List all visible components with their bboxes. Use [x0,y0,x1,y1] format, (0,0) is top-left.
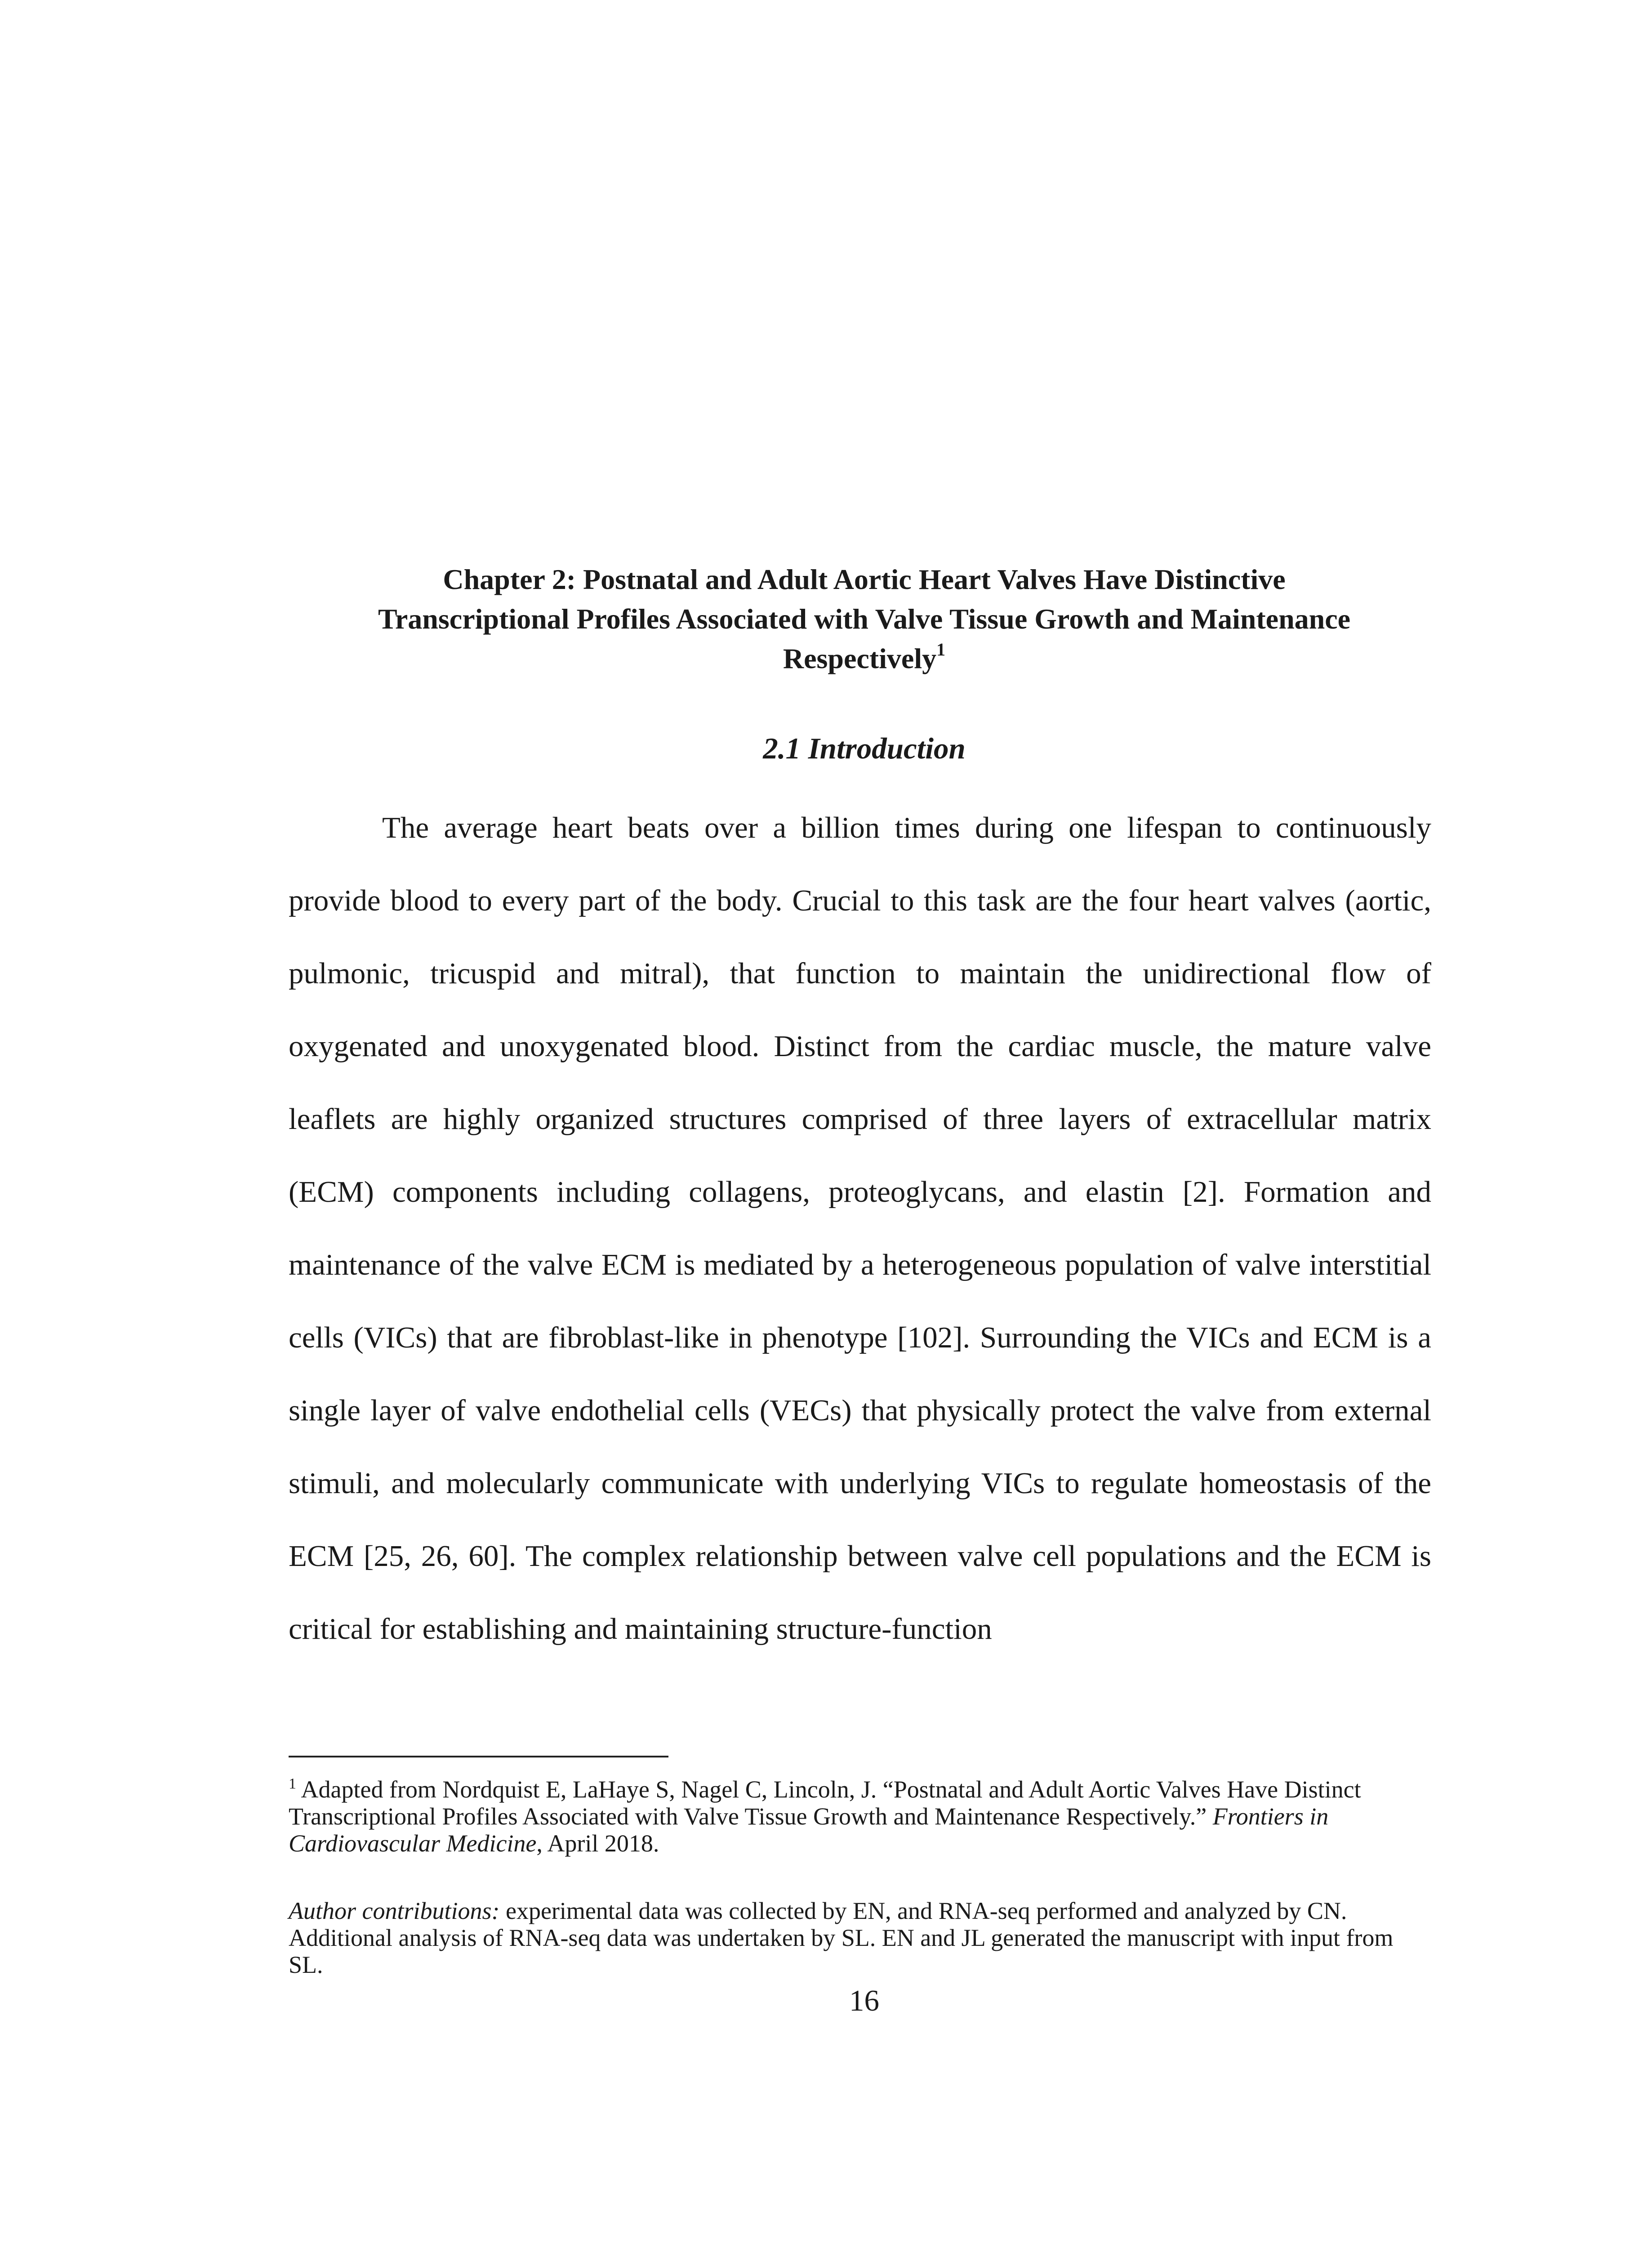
footnote-marker: 1 [289,1775,296,1792]
section-heading: 2.1 Introduction [763,732,966,765]
footnote-journal: Frontiers in Cardiovascular Medicine [289,1803,1329,1857]
footnote-date: , April 2018. [536,1830,659,1857]
chapter-title-line-3: Respectively [783,642,937,674]
footnote [289,1776,1431,1857]
chapter-title [252,560,1477,678]
author-contributions [289,1897,1431,1978]
author-contributions-label: Author contributions: [289,1897,500,1924]
footnote-reference[interactable]: 1 [936,639,946,660]
author-contributions-text: experimental data was collected by EN, and RNA-seq performed and analyzed by CN. Additional analysis of RNA-seq data was undertaken by SL. EN and JL generated the manuscript with input from SL. [289,1897,1394,1978]
footnote-citation: Adapted from Nordquist E, LaHaye S, Nagel C, Lincoln, J. “Postnatal and Adult Aortic Valves Have Distinct Transcriptional Profiles Associated with Valve Tissue Growth and Maintenance Respectively.” [289,1776,1361,1830]
footnote-divider [289,1756,668,1757]
chapter-title-line-2: Transcriptional Profiles Associated with Valve Tissue Growth and Maintenance [378,603,1351,635]
page-number: 16 [849,1984,879,2017]
chapter-title-line-1: Chapter 2: Postnatal and Adult Aortic Heart Valves Have Distinctive [443,563,1286,595]
body-paragraph: The average heart beats over a billion times during one lifespan to continuously provide blood to every part of the body. Crucial to this task are the four heart valves (aortic, pulmonic, tricuspid and mitral), that function to maintain the unidirectional flow of oxygenated and unoxygenated blood. Distinct from the cardiac muscle, the mature valve leaflets are highly organized structures comprised of three layers of extracellular matrix (ECM) components including collagens, proteoglycans, and elastin [2]. Formation and maintenance of the valve ECM is mediated by a heterogeneous population of valve interstitial cells (VICs) that are fibroblast-like in phenotype [102]. Surrounding the VICs and ECM is a single layer of valve endothelial cells (VECs) that physically protect the valve from external stimuli, and molecularly communicate with underlying VICs to regulate homeostasis of the ECM [25, 26, 60]. The complex relationship between valve cell populations and the ECM is critical for establishing and maintaining structure-function [289,811,1431,1646]
